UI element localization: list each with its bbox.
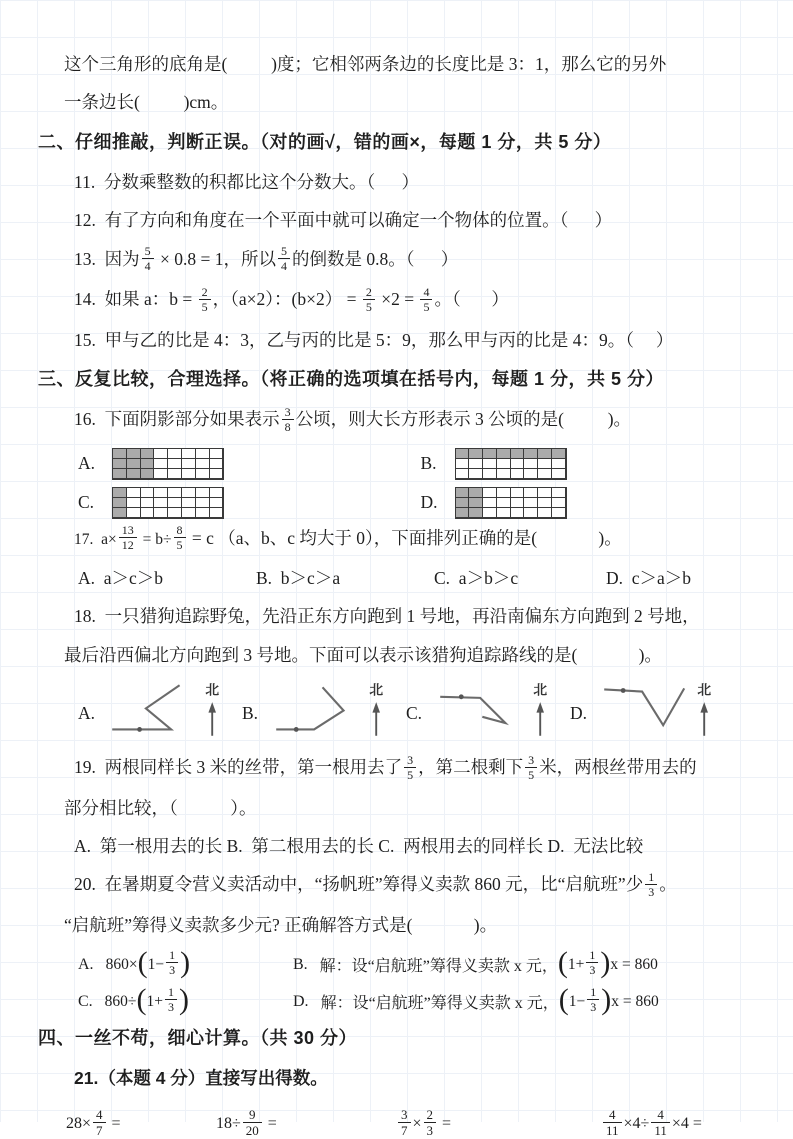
grid-cell <box>154 498 168 508</box>
text-segment: 1− <box>147 955 165 973</box>
north-arrow-head <box>700 702 708 713</box>
grid-cell <box>552 469 566 479</box>
option-label: A. <box>78 955 94 973</box>
text-segment: 16. 下面阴影部分如果表示 <box>74 409 280 430</box>
grid-cell <box>538 469 552 479</box>
text-segment: 15. 甲与乙的比是 4：3，乙与丙的比是 5：9，那么甲与丙的比是 4：9。（ ） <box>74 329 674 350</box>
fraction-numerator: 2 <box>365 284 372 299</box>
text-segment: = <box>107 1114 125 1132</box>
grid-cell-shaded <box>456 488 470 498</box>
grid-cell <box>182 488 196 498</box>
text-segment: 1− <box>568 992 586 1010</box>
grid-cell-shaded <box>113 488 127 498</box>
fraction-denominator: 3 <box>587 999 599 1013</box>
grid-cell <box>127 488 141 498</box>
q18-option-c <box>406 681 570 745</box>
grid-cell <box>524 508 538 518</box>
grid-cell <box>497 498 511 508</box>
q21-calculations <box>66 1106 763 1139</box>
grid-cell <box>483 459 497 469</box>
text-segment: 解：设“启航班”筹得义卖款 x 元， <box>320 995 559 1013</box>
q16-grid-d <box>455 487 567 519</box>
question-10-tail-line1 <box>64 52 763 77</box>
fraction-numerator: 4 <box>96 1106 103 1122</box>
text-segment: 11. 分数乘整数的积都比这个分数大。（ ） <box>74 171 419 192</box>
grid-cell-shaded <box>113 459 127 469</box>
grid-cell <box>168 508 182 518</box>
text-segment: 1+ <box>146 992 163 1010</box>
calc-item-1 <box>66 1106 216 1139</box>
section-title: 三、反复比较，合理选择。（将正确的选项填在括号内，每题 1 分，共 5 分） <box>38 368 665 389</box>
grid-cell <box>154 469 168 479</box>
fraction-numerator: 2 <box>201 284 208 299</box>
text-segment: A. 第一根用去的长 B. 第二根用去的长 C. 两根用去的同样长 D. 无法比较 <box>74 835 644 856</box>
question-16 <box>74 404 763 434</box>
fraction-denominator: 3 <box>165 999 177 1013</box>
grid-cell <box>182 498 196 508</box>
route-path <box>604 689 684 726</box>
fraction-numerator: 1 <box>648 869 655 884</box>
grid-cell <box>483 469 497 479</box>
grid-cell <box>210 498 224 508</box>
route-svg <box>436 681 556 740</box>
q16-option-d <box>421 487 764 519</box>
fraction-denominator: 7 <box>93 1122 106 1137</box>
fraction <box>404 754 416 781</box>
fraction-denominator: 11 <box>603 1122 622 1137</box>
fraction-denominator: 5 <box>420 299 432 313</box>
fraction-denominator: 5 <box>525 767 537 781</box>
text-segment: = <box>438 1114 456 1132</box>
grid-cell <box>497 488 511 498</box>
fraction-numerator: 13 <box>121 523 134 537</box>
grid-cell <box>552 498 566 508</box>
q20-options-row-2 <box>78 982 763 1016</box>
q16-option-a <box>78 448 421 480</box>
question-11 <box>74 170 763 195</box>
grid-cell-shaded <box>511 449 525 459</box>
fraction <box>142 245 154 272</box>
grid-cell <box>182 508 196 518</box>
fraction <box>119 524 137 551</box>
grid-cell <box>538 498 552 508</box>
grid-cell-shaded <box>141 469 155 479</box>
grid-cell-shaded <box>469 488 483 498</box>
grid-cell-shaded <box>538 449 552 459</box>
text-segment: = b÷ <box>138 530 172 548</box>
fraction-numerator: 3 <box>401 1106 408 1122</box>
text-segment: “启航班”筹得义卖款多少元? 正确解答方式是( )。 <box>64 914 498 935</box>
grid-cell <box>168 469 182 479</box>
q20-option-b: B. 解：设“启航班”筹得义卖款 x 元， ( 1+ $\frac{1}{3}$ ) x = 860 <box>293 945 658 979</box>
fraction-denominator: 12 <box>119 537 137 551</box>
q20-option-c: C. 860÷ ( 1+ $\frac{1}{3}$ ) <box>78 982 189 1016</box>
text-segment: 。（ ） <box>434 289 509 310</box>
grid-cell-shaded <box>113 449 127 459</box>
grid-cell-shaded <box>469 449 483 459</box>
calc-item-4 <box>601 1106 763 1139</box>
option-label: D. <box>293 992 309 1010</box>
fraction <box>651 1108 670 1137</box>
option-label: B. <box>242 702 259 723</box>
section-title: 四、一丝不苟，细心计算。（共 30 分） <box>38 1028 358 1049</box>
route-diagram-d <box>600 681 720 745</box>
section-3-header <box>38 366 763 392</box>
grid-cell-shaded <box>113 498 127 508</box>
grid-cell <box>524 498 538 508</box>
grid-cell <box>141 498 155 508</box>
grid-cell <box>182 449 196 459</box>
grid-cell-shaded <box>113 508 127 518</box>
fraction <box>420 286 432 313</box>
q17-option-b: B. b＞c＞a <box>256 568 341 588</box>
grid-cell <box>456 459 470 469</box>
grid-cell <box>511 498 525 508</box>
grid-cell <box>168 449 182 459</box>
grid-cell <box>524 459 538 469</box>
text-segment: 的倒数是 0.8。（ ） <box>292 248 459 269</box>
fraction <box>165 986 177 1013</box>
route-path <box>276 687 343 729</box>
option-label: B. <box>420 453 437 474</box>
fraction-denominator: 20 <box>243 1122 262 1137</box>
q18-option-d <box>570 681 734 745</box>
question-20-line2 <box>64 913 763 938</box>
grid-cell <box>497 459 511 469</box>
q16-grid-c <box>112 487 224 519</box>
option-label: C. <box>78 992 93 1010</box>
fraction-numerator: 1 <box>169 948 176 963</box>
route-start-dot <box>621 688 626 693</box>
question-17 <box>74 523 763 553</box>
grid-cell-shaded <box>141 449 155 459</box>
q16-grid-a <box>112 448 224 480</box>
grid-cell <box>196 498 210 508</box>
text-segment: 18÷ <box>216 1114 241 1132</box>
grid-cell <box>456 469 470 479</box>
text-segment: ×4 = <box>671 1114 706 1132</box>
grid-cell <box>552 508 566 518</box>
fraction-denominator: 11 <box>651 1122 670 1137</box>
grid-cell <box>497 508 511 518</box>
grid-cell-shaded <box>113 469 127 479</box>
grid-cell <box>469 459 483 469</box>
text-segment: 13. 因为 <box>74 248 140 269</box>
grid-cell <box>141 508 155 518</box>
route-svg <box>108 681 228 740</box>
grid-cell-shaded <box>552 449 566 459</box>
grid-cell <box>141 488 155 498</box>
fraction-denominator: 3 <box>424 1122 437 1137</box>
fraction <box>525 754 537 781</box>
text-segment: 860× <box>105 955 138 973</box>
text-segment: 12. 有了方向和角度在一个平面中就可以确定一个物体的位置。（ ） <box>74 210 613 231</box>
text-segment: 解：设“启航班”筹得义卖款 x 元， <box>319 958 558 976</box>
section-title: 二、仔细推敲，判断正误。（对的画√，错的画×，每题 1 分，共 5 分） <box>38 131 612 152</box>
grid-cell-shaded <box>497 449 511 459</box>
option-label: B. <box>293 955 308 973</box>
section-4-header <box>38 1025 763 1051</box>
grid-cell <box>497 469 511 479</box>
grid-cell <box>511 508 525 518</box>
fraction <box>93 1108 106 1137</box>
text-segment: x = 860 <box>611 992 659 1010</box>
q16-options-row-2 <box>78 487 763 519</box>
grid-cell <box>210 459 224 469</box>
grid-cell-shaded <box>469 508 483 518</box>
text-segment: 17. a× <box>74 530 117 548</box>
grid-cell-shaded <box>127 459 141 469</box>
grid-cell <box>483 498 497 508</box>
grid-cell <box>182 459 196 469</box>
north-arrow-head <box>372 702 380 713</box>
grid-cell <box>196 508 210 518</box>
grid-cell-shaded <box>456 508 470 518</box>
text-segment: 这个三角形的底角是( )度；它相邻两条边的长度比是 3：1，那么它的另外 <box>64 54 667 74</box>
route-svg <box>272 681 392 740</box>
grid-cell <box>538 488 552 498</box>
route-start-dot <box>294 727 299 732</box>
q17-options <box>78 566 763 591</box>
question-21-header <box>74 1066 763 1091</box>
grid-cell <box>524 488 538 498</box>
text-segment: = <box>263 1114 281 1132</box>
fraction-numerator: 3 <box>528 752 535 767</box>
route-start-dot <box>137 727 142 732</box>
text-segment: 公顷，则大长方形表示 3 公顷的是( )。 <box>295 409 632 430</box>
grid-cell <box>511 469 525 479</box>
text-segment: ，第二根剩下 <box>418 757 524 778</box>
grid-cell <box>168 488 182 498</box>
route-path <box>440 697 505 723</box>
fraction-denominator: 5 <box>174 537 186 551</box>
route-diagram-c <box>436 681 556 745</box>
fraction <box>586 949 598 976</box>
text-segment: 一条边长( )cm。 <box>64 92 229 113</box>
fraction <box>199 286 211 313</box>
grid-cell-shaded <box>456 449 470 459</box>
grid-cell <box>196 459 210 469</box>
fraction <box>587 986 599 1013</box>
text-segment: 21.（本题 4 分）直接写出得数。 <box>74 1068 328 1089</box>
fraction-denominator: 3 <box>166 962 178 976</box>
text-segment: 部分相比较，（ ）。 <box>64 797 257 818</box>
q17-option-c: C. a＞b＞c <box>434 568 519 588</box>
grid-cell <box>210 469 224 479</box>
fraction-numerator: 1 <box>589 948 596 963</box>
text-segment: 米，两根丝带用去的 <box>539 757 697 778</box>
grid-cell <box>538 459 552 469</box>
grid-cell-shaded <box>127 469 141 479</box>
text-segment: ×4÷ <box>623 1114 650 1132</box>
q16-option-b <box>421 448 764 480</box>
grid-cell <box>154 508 168 518</box>
grid-cell <box>483 488 497 498</box>
question-13 <box>74 244 763 274</box>
calc-item-3 <box>396 1106 601 1139</box>
fraction-numerator: 1 <box>167 985 174 1000</box>
question-10-tail-line2 <box>64 90 763 115</box>
fraction-numerator: 4 <box>423 284 430 299</box>
fraction-denominator: 5 <box>363 299 375 313</box>
fraction-denominator: 3 <box>586 962 598 976</box>
text-segment: 20. 在暑期夏令营义卖活动中，“扬帆班”筹得义卖款 860 元，比“启航班”少 <box>74 874 644 895</box>
question-15 <box>74 328 763 353</box>
route-start-dot <box>459 695 464 700</box>
q19-options <box>74 834 763 859</box>
grid-cell-shaded <box>456 498 470 508</box>
fraction <box>166 949 178 976</box>
text-segment: 。 <box>659 874 677 895</box>
north-arrow-head <box>536 702 544 713</box>
grid-cell <box>210 508 224 518</box>
fraction-denominator: 4 <box>278 258 290 272</box>
fraction-numerator: 8 <box>176 523 183 537</box>
question-18-line2 <box>64 643 763 668</box>
text-segment: × 0.8 = 1，所以 <box>155 248 276 269</box>
grid-cell <box>524 469 538 479</box>
fraction-denominator: 7 <box>398 1122 411 1137</box>
text-segment: 14. 如果 a：b = <box>74 289 197 310</box>
q20-option-d: D. 解：设“启航班”筹得义卖款 x 元， ( 1− $\frac{1}{3}$ ) x = 860 <box>293 982 659 1016</box>
option-label: C. <box>406 702 423 723</box>
route-diagram-b <box>272 681 392 745</box>
fraction <box>424 1108 437 1137</box>
option-label: A. <box>78 453 96 474</box>
question-12 <box>74 208 763 233</box>
grid-cell <box>196 488 210 498</box>
grid-cell <box>154 459 168 469</box>
fraction-denominator: 8 <box>282 419 294 433</box>
fraction-numerator: 3 <box>407 752 414 767</box>
text-segment: 28× <box>66 1114 92 1132</box>
route-diagram-a <box>108 681 228 745</box>
fraction-numerator: 5 <box>144 244 151 259</box>
q17-option-d: D. c＞a＞b <box>606 568 692 588</box>
grid-cell <box>127 508 141 518</box>
calc-item-2 <box>216 1106 396 1139</box>
grid-cell <box>154 488 168 498</box>
q17-option-a: A. a＞c＞b <box>78 568 164 588</box>
section-2-header <box>38 129 763 155</box>
route-path <box>112 685 179 729</box>
grid-cell <box>182 469 196 479</box>
grid-cell-shaded <box>141 459 155 469</box>
route-svg <box>600 681 720 740</box>
grid-cell-shaded <box>524 449 538 459</box>
fraction-numerator: 1 <box>590 985 597 1000</box>
q20-option-a: A. 860× ( 1− $\frac{1}{3}$ ) <box>78 945 191 979</box>
option-label: A. <box>78 702 96 723</box>
text-segment: × <box>412 1114 422 1132</box>
fraction-denominator: 3 <box>645 884 657 898</box>
q18-option-b <box>242 681 406 745</box>
fraction-numerator: 2 <box>426 1106 434 1122</box>
fraction <box>282 406 294 433</box>
grid-cell <box>154 449 168 459</box>
grid-cell <box>538 508 552 518</box>
q16-grid-b <box>455 448 567 480</box>
question-14 <box>74 284 763 314</box>
grid-cell <box>210 488 224 498</box>
text-segment: x = 860 <box>610 955 658 973</box>
grid-cell <box>511 459 525 469</box>
fraction <box>243 1108 262 1137</box>
grid-cell-shaded <box>469 498 483 508</box>
q20-options-row-1 <box>78 945 763 979</box>
grid-cell <box>168 459 182 469</box>
north-label: 北 <box>533 682 548 698</box>
fraction-numerator: 3 <box>284 404 291 419</box>
fraction <box>645 871 657 898</box>
grid-cell-shaded <box>127 449 141 459</box>
option-label: C. <box>78 492 95 513</box>
q16-options-row-1 <box>78 448 763 480</box>
text-segment: 19. 两根同样长 3 米的丝带，第一根用去了 <box>74 757 403 778</box>
fraction <box>398 1108 411 1137</box>
grid-cell <box>196 449 210 459</box>
question-19-line2 <box>64 796 763 821</box>
grid-cell <box>210 449 224 459</box>
fraction-denominator: 4 <box>142 258 154 272</box>
grid-cell <box>196 469 210 479</box>
north-label: 北 <box>369 682 384 698</box>
text-segment: = c （a、b、c 均大于 0），下面排列正确的是( )。 <box>187 527 622 548</box>
north-arrow-head <box>208 702 216 713</box>
fraction-numerator: 5 <box>281 244 287 259</box>
question-19-line1 <box>74 752 763 782</box>
fraction <box>174 524 186 551</box>
fraction <box>278 245 290 272</box>
fraction-denominator: 5 <box>199 299 211 313</box>
option-label: D. <box>420 492 438 513</box>
text-segment: ，（a×2）：(b×2） = <box>212 289 361 310</box>
grid-cell <box>552 488 566 498</box>
text-segment: ×2 = <box>376 289 419 310</box>
grid-cell <box>552 459 566 469</box>
option-label: D. <box>570 702 588 723</box>
question-20-line1 <box>74 869 763 899</box>
grid-cell <box>168 498 182 508</box>
fraction <box>363 286 375 313</box>
q18-route-options <box>78 681 763 745</box>
question-18-line1 <box>74 604 763 629</box>
grid-cell <box>127 498 141 508</box>
q16-option-c <box>78 487 421 519</box>
north-label: 北 <box>205 682 220 698</box>
text-segment: 1+ <box>567 955 585 973</box>
text-segment: 860÷ <box>104 992 137 1010</box>
grid-cell <box>483 508 497 518</box>
grid-cell <box>511 488 525 498</box>
grid-cell-shaded <box>483 449 497 459</box>
fraction-numerator: 9 <box>249 1106 256 1122</box>
fraction <box>603 1108 622 1137</box>
grid-cell <box>469 469 483 479</box>
fraction-numerator: 4 <box>657 1106 664 1122</box>
fraction-numerator: 4 <box>609 1106 616 1122</box>
text-segment: 18. 一只猎狗追踪野兔，先沿正东方向跑到 1 号地，再沿南偏东方向跑到 2 号地， <box>74 606 700 627</box>
q18-option-a <box>78 681 242 745</box>
fraction-denominator: 5 <box>404 767 416 781</box>
text-segment: 最后沿西偏北方向跑到 3 号地。下面可以表示该猎狗追踪路线的是( )。 <box>64 644 662 665</box>
north-label: 北 <box>697 682 712 698</box>
